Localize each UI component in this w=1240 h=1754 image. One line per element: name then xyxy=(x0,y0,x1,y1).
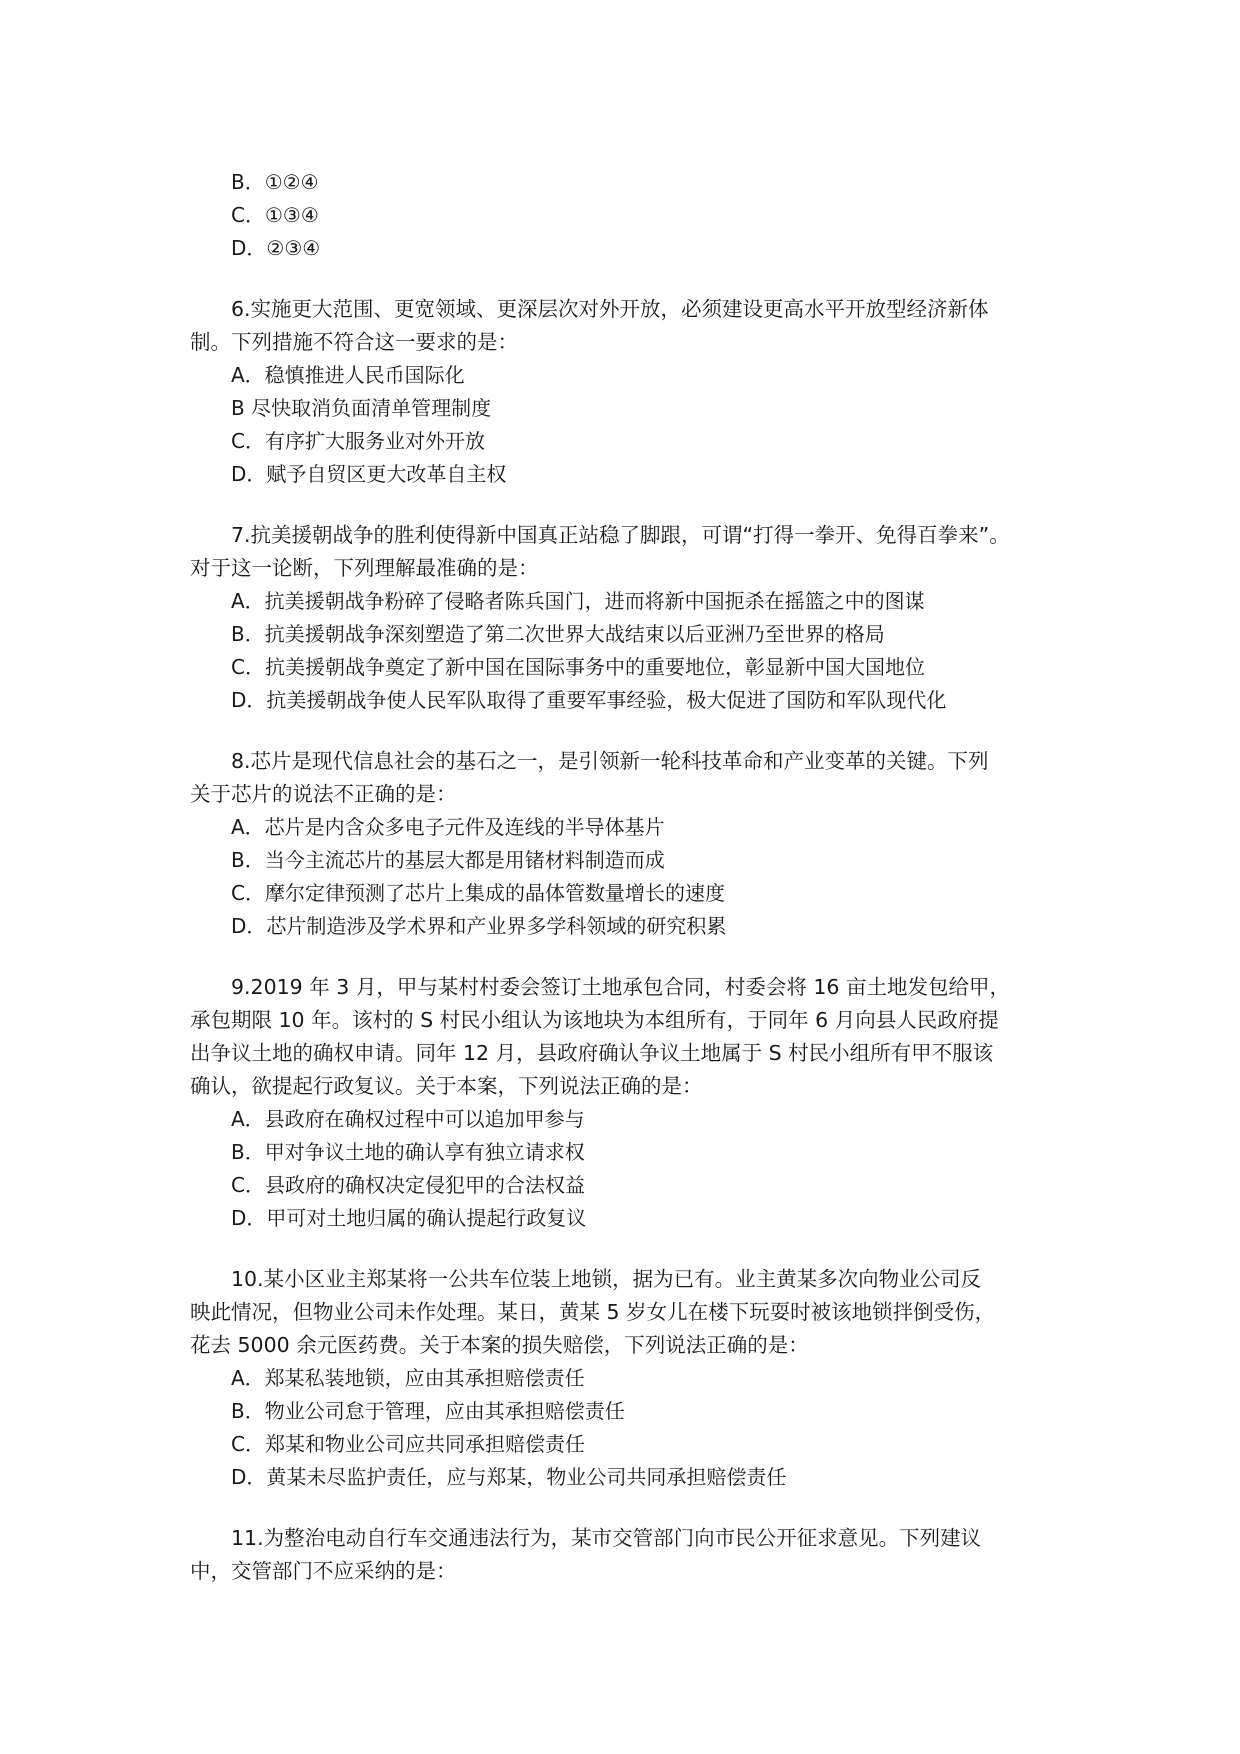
stem-line: 出争议土地的确权申请。同年 12 月，县政府确认争议土地属于 S 村民小组所有甲不服该 xyxy=(190,1041,994,1065)
previous-question-options xyxy=(190,166,1070,265)
question-10 xyxy=(190,1263,1070,1494)
question-stem xyxy=(190,745,1070,811)
option-c: C．①③④ xyxy=(231,203,319,227)
stem-line: 7.抗美援朝战争的胜利使得新中国真正站稳了脚跟，可谓“打得一拳开、免得百拳来”。 xyxy=(231,523,1010,547)
option-c: C．有序扩大服务业对外开放 xyxy=(231,429,485,453)
stem-line: 花去 5000 余元医药费。关于本案的损失赔偿，下列说法正确的是： xyxy=(190,1333,809,1357)
stem-line: 映此情况，但物业公司未作处理。某日，黄某 5 岁女儿在楼下玩耍时被该地锁拌倒受伤， xyxy=(190,1300,996,1324)
option-d: D．甲可对土地归属的确认提起行政复议 xyxy=(231,1206,587,1230)
option-a: A．稳慎推进人民币国际化 xyxy=(231,363,465,387)
stem-line: 制。下列措施不符合这一要求的是： xyxy=(190,330,518,354)
option-d: D．抗美援朝战争使人民军队取得了重要军事经验，极大促进了国防和军队现代化 xyxy=(231,688,947,712)
option-c: C．摩尔定律预测了芯片上集成的晶体管数量增长的速度 xyxy=(231,881,725,905)
option-b: B．甲对争议土地的确认享有独立请求权 xyxy=(231,1140,585,1164)
stem-line: 9.2019 年 3 月，甲与某村村委会签订土地承包合同，村委会将 16 亩土地发包给甲， xyxy=(231,975,1010,999)
stem-line: 关于芯片的说法不正确的是： xyxy=(190,782,457,806)
option-b: B 尽快取消负面清单管理制度 xyxy=(231,396,492,420)
question-9 xyxy=(190,971,1070,1235)
option-d: D．黄某未尽监护责任，应与郑某，物业公司共同承担赔偿责任 xyxy=(231,1465,787,1489)
option-d: D．②③④ xyxy=(231,236,321,260)
question-stem xyxy=(190,1263,1070,1362)
option-d: D．赋予自贸区更大改革自主权 xyxy=(231,462,507,486)
stem-line: 10.某小区业主郑某将一公共车位装上地锁，据为已有。业主黄某多次向物业公司反 xyxy=(231,1267,982,1291)
option-b: B．①②④ xyxy=(231,170,319,194)
option-d: D．芯片制造涉及学术界和产业界多学科领域的研究积累 xyxy=(231,914,727,938)
stem-line: 承包期限 10 年。该村的 S 村民小组认为该地块为本组所有，于同年 6 月向县人民政府提 xyxy=(190,1008,999,1032)
option-a: A．芯片是内含众多电子元件及连线的半导体基片 xyxy=(231,815,665,839)
question-8 xyxy=(190,745,1070,943)
stem-line: 确认，欲提起行政复议。关于本案，下列说法正确的是： xyxy=(190,1074,703,1098)
question-11 xyxy=(190,1522,1070,1588)
question-stem xyxy=(190,1522,1070,1588)
option-b: B．当今主流芯片的基层大都是用锗材料制造而成 xyxy=(231,848,665,872)
stem-line: 6.实施更大范围、更宽领域、更深层次对外开放，必须建设更高水平开放型经济新体 xyxy=(231,297,989,321)
option-b: B．抗美援朝战争深刻塑造了第二次世界大战结束以后亚洲乃至世界的格局 xyxy=(231,622,885,646)
option-a: A．县政府在确权过程中可以追加甲参与 xyxy=(231,1107,585,1131)
option-b: B．物业公司怠于管理，应由其承担赔偿责任 xyxy=(231,1399,625,1423)
stem-line: 11.为整治电动自行车交通违法行为，某市交管部门向市民公开征求意见。下列建议 xyxy=(231,1526,982,1550)
stem-line: 8.芯片是现代信息社会的基石之一，是引领新一轮科技革命和产业变革的关键。下列 xyxy=(231,749,989,773)
option-a: A．抗美援朝战争粉碎了侵略者陈兵国门，进而将新中国扼杀在摇篮之中的图谋 xyxy=(231,589,925,613)
question-stem xyxy=(190,293,1070,359)
question-7 xyxy=(190,519,1070,717)
question-stem xyxy=(190,519,1070,585)
stem-line: 对于这一论断，下列理解最准确的是： xyxy=(190,556,539,580)
question-stem xyxy=(190,971,1070,1103)
page-content xyxy=(190,166,1070,1588)
stem-line: 中，交管部门不应采纳的是： xyxy=(190,1559,457,1583)
option-c: C．郑某和物业公司应共同承担赔偿责任 xyxy=(231,1432,585,1456)
option-c: C．县政府的确权决定侵犯甲的合法权益 xyxy=(231,1173,585,1197)
option-c: C．抗美援朝战争奠定了新中国在国际事务中的重要地位，彰显新中国大国地位 xyxy=(231,655,925,679)
option-a: A．郑某私装地锁，应由其承担赔偿责任 xyxy=(231,1366,585,1390)
question-6 xyxy=(190,293,1070,491)
